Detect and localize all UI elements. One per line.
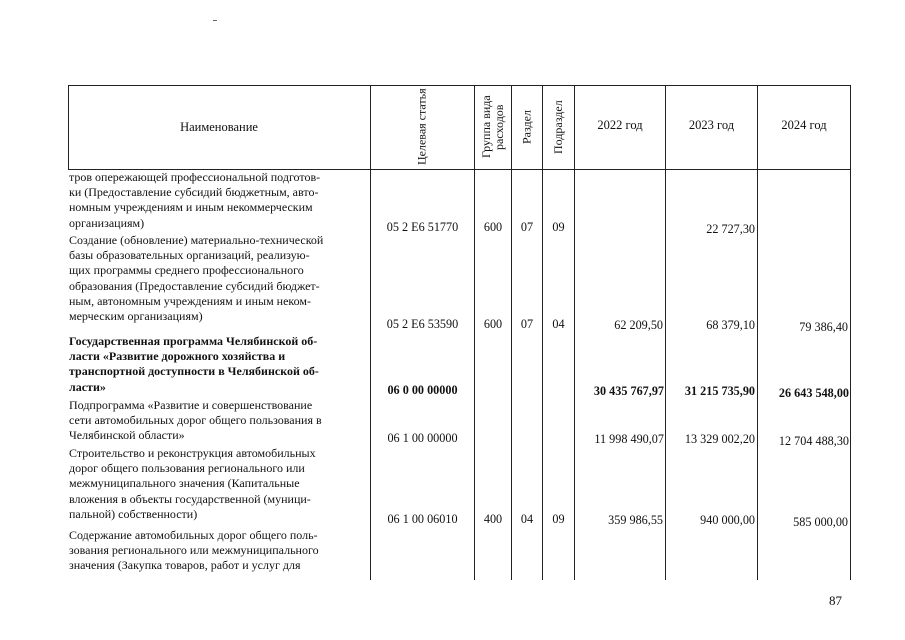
row-code: 06 1 00 00000 <box>387 431 458 445</box>
table-row-name: Содержание автомобильных дорог общего поль- зования регионального или межмуниципального значения (Закупка товаров, работ и услуг для <box>69 528 319 573</box>
row-group: 600 <box>483 317 503 331</box>
header-2024: 2024 год <box>781 118 827 132</box>
row-subsection: 04 <box>552 317 565 331</box>
row-group: 400 <box>483 512 503 526</box>
page-number: 87 <box>829 593 842 608</box>
header-target-article: Целевая статья <box>414 88 429 166</box>
header-2023: 2023 год <box>688 118 735 132</box>
row-section: 07 <box>520 220 534 234</box>
row-section: 04 <box>520 512 534 526</box>
header-section: Раздел <box>519 110 534 144</box>
row-2022: 30 435 767,97 <box>593 384 664 398</box>
table-row-name: Строительство и реконструкция автомобильных дорог общего пользования регионального или межмуниципального значения (Капитальные вложения в объекты государственной (муници- пальной) собственности) <box>69 446 316 521</box>
header-name: Наименование <box>180 120 258 134</box>
row-code: 06 1 00 06010 <box>387 512 458 526</box>
row-2023: 940 000,00 <box>700 513 755 527</box>
row-2022: 11 998 490,07 <box>594 432 664 446</box>
row-group: 600 <box>483 220 503 234</box>
row-2024: 79 386,40 <box>799 320 848 334</box>
row-code: 05 2 Е6 53590 <box>386 317 459 331</box>
header-2022: 2022 год <box>597 118 643 132</box>
header-expense-group: Группа вида расходов <box>479 95 506 159</box>
row-2022: 359 986,55 <box>608 513 663 527</box>
row-2023: 13 329 002,20 <box>684 432 755 446</box>
row-2022: 62 209,50 <box>614 318 663 332</box>
table-right-border <box>850 85 851 580</box>
row-2024: 26 643 548,00 <box>778 386 849 400</box>
row-2024: 585 000,00 <box>793 515 848 529</box>
row-subsection: 09 <box>552 512 565 526</box>
table-row-name: Создание (обновление) материально-технической базы образовательных организаций, реализую- щих программы среднего профессионального образования (Предоставление субсидий бюджет- ным, автономным учреждениям и иным неком- мерческим организациям) <box>69 233 324 324</box>
col-divider-name <box>370 85 371 580</box>
row-code: 05 2 Е6 51770 <box>386 220 459 234</box>
table-row-name: Подпрограмма «Развитие и совершенствование сети автомобильных дорог общего пользования в Челябинской области» <box>69 398 322 443</box>
table-row-name: Государственная программа Челябинской об- ласти «Развитие дорожного хозяйства и транспортной доступности в Челябинской об- ласти» <box>69 334 319 394</box>
row-code: 06 0 00 00000 <box>387 383 458 397</box>
row-2023: 22 727,30 <box>706 222 755 236</box>
row-2023: 68 379,10 <box>706 318 755 332</box>
row-section: 07 <box>520 317 534 331</box>
row-2023: 31 215 735,90 <box>684 384 755 398</box>
row-subsection: 09 <box>552 220 565 234</box>
row-2024: 12 704 488,30 <box>778 434 849 448</box>
header-subsection: Подраздел <box>551 100 565 154</box>
table-row-name: тров опережающей профессиональной подготов- ки (Предоставление субсидий бюджетным, авто- номным учреждениям и иным некоммерческим организациям) <box>69 170 321 230</box>
